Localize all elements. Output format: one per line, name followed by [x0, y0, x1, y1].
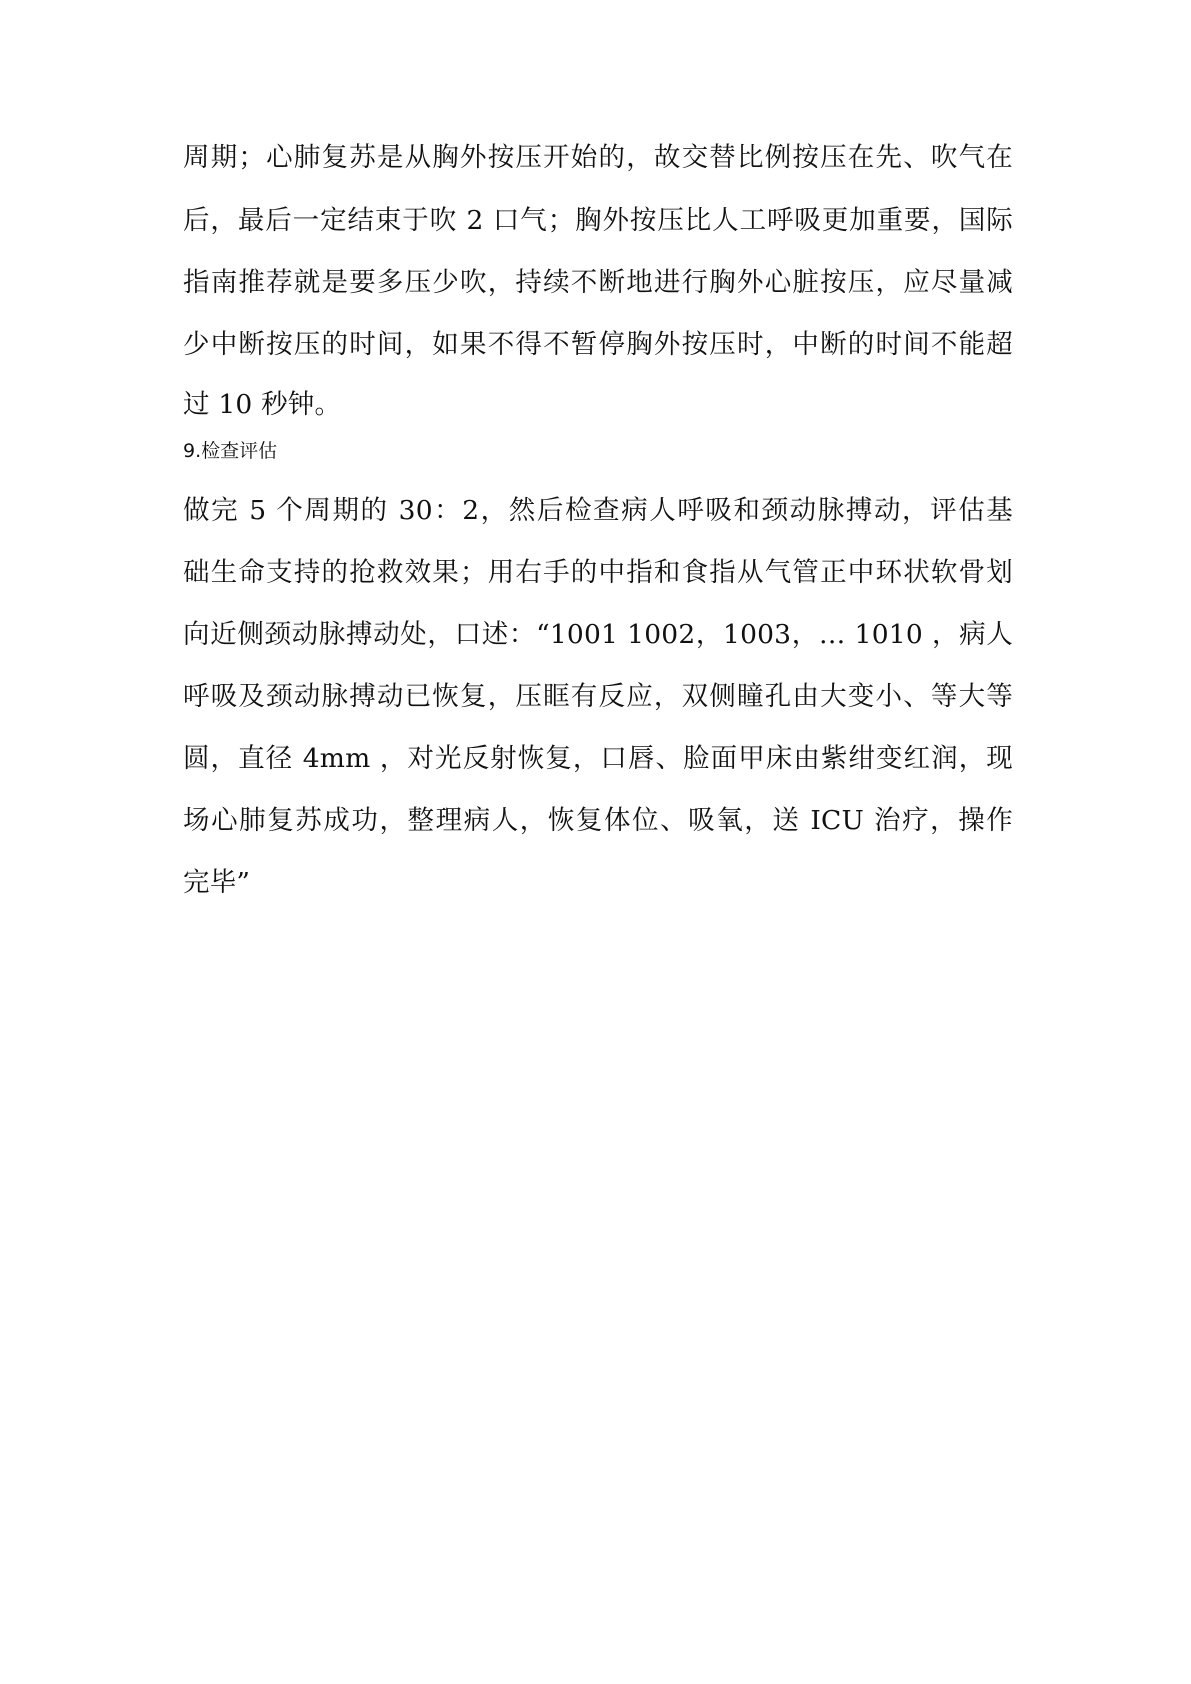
paragraph1-line-3: 指南推荐就是要多压少吹，持续不断地进行胸外心脏按压，应尽量减	[183, 267, 1013, 298]
paragraph2-line-7: 完毕”	[183, 867, 251, 898]
paragraph1-line-5: 过 10 秒钟。	[183, 389, 342, 420]
paragraph2-line-4: 呼吸及颈动脉搏动已恢复，压眶有反应，双侧瞳孔由大变小、等大等	[183, 681, 1013, 712]
paragraph1-line-4: 少中断按压的时间，如果不得不暂停胸外按压时，中断的时间不能超	[183, 329, 1013, 360]
paragraph2-line-1: 做完 5 个周期的 30：2，然后检查病人呼吸和颈动脉搏动，评估基	[183, 495, 1013, 526]
paragraph2-line-3: 向近侧颈动脉搏动处，口述：“1001 1002，1003，… 1010 ，病人	[183, 619, 1013, 650]
section-heading: 9.检查评估	[183, 440, 278, 462]
paragraph1-line-2: 后，最后一定结束于吹 2 口气；胸外按压比人工呼吸更加重要，国际	[183, 205, 1013, 236]
paragraph2-line-6: 场心肺复苏成功，整理病人，恢复体位、吸氧，送 ICU 治疗，操作	[183, 805, 1013, 836]
paragraph1-line-1: 周期；心肺复苏是从胸外按压开始的，故交替比例按压在先、吹气在	[183, 142, 1013, 173]
paragraph2-line-2: 础生命支持的抢救效果；用右手的中指和食指从气管正中环状软骨划	[183, 557, 1013, 588]
paragraph2-line-5: 圆，直径 4mm ，对光反射恢复，口唇、脸面甲床由紫绀变红润，现	[183, 743, 1013, 774]
